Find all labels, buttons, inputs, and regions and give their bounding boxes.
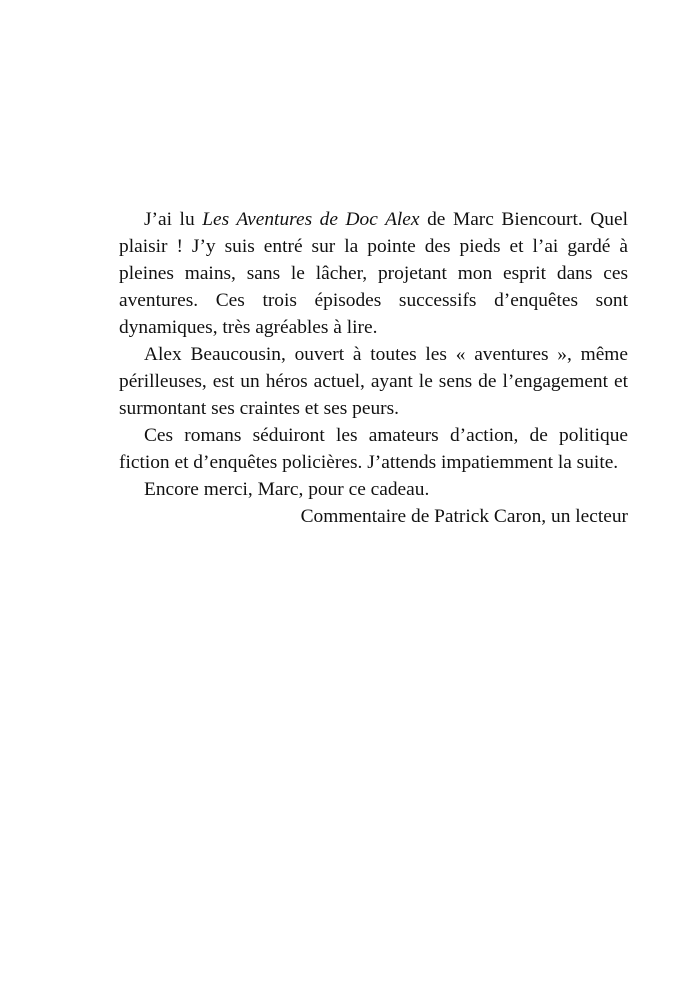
paragraph-1-body: de Marc Biencourt. Quel plaisir ! J’y suis entré sur la pointe des pieds et l’ai gardé à pleines mains, sans le lâcher, projetant mon esprit dans ces aventures. Ces trois épisodes successifs d’enquêtes sont dynamiques, très agréables à lire. (119, 209, 628, 338)
review-text-block (119, 206, 628, 530)
paragraph-2: Alex Beaucousin, ouvert à toutes les « aventures », même périlleuses, est un héros actuel, ayant le sens de l’engagement et surmontant ses craintes et ses peurs. (119, 344, 628, 419)
book-title: Les Aventures de Doc Alex (202, 209, 420, 230)
signature: Commentaire de Patrick Caron, un lecteur (300, 506, 628, 527)
paragraph-1 (119, 206, 628, 341)
paragraph-1-lead: J’ai lu (144, 209, 203, 230)
paragraph-3: Ces romans séduiront les amateurs d’action, de politique fiction et d’enquêtes policières. J’attends impatiemment la suite. (119, 425, 628, 473)
paragraph-4: Encore merci, Marc, pour ce cadeau. (144, 479, 430, 500)
